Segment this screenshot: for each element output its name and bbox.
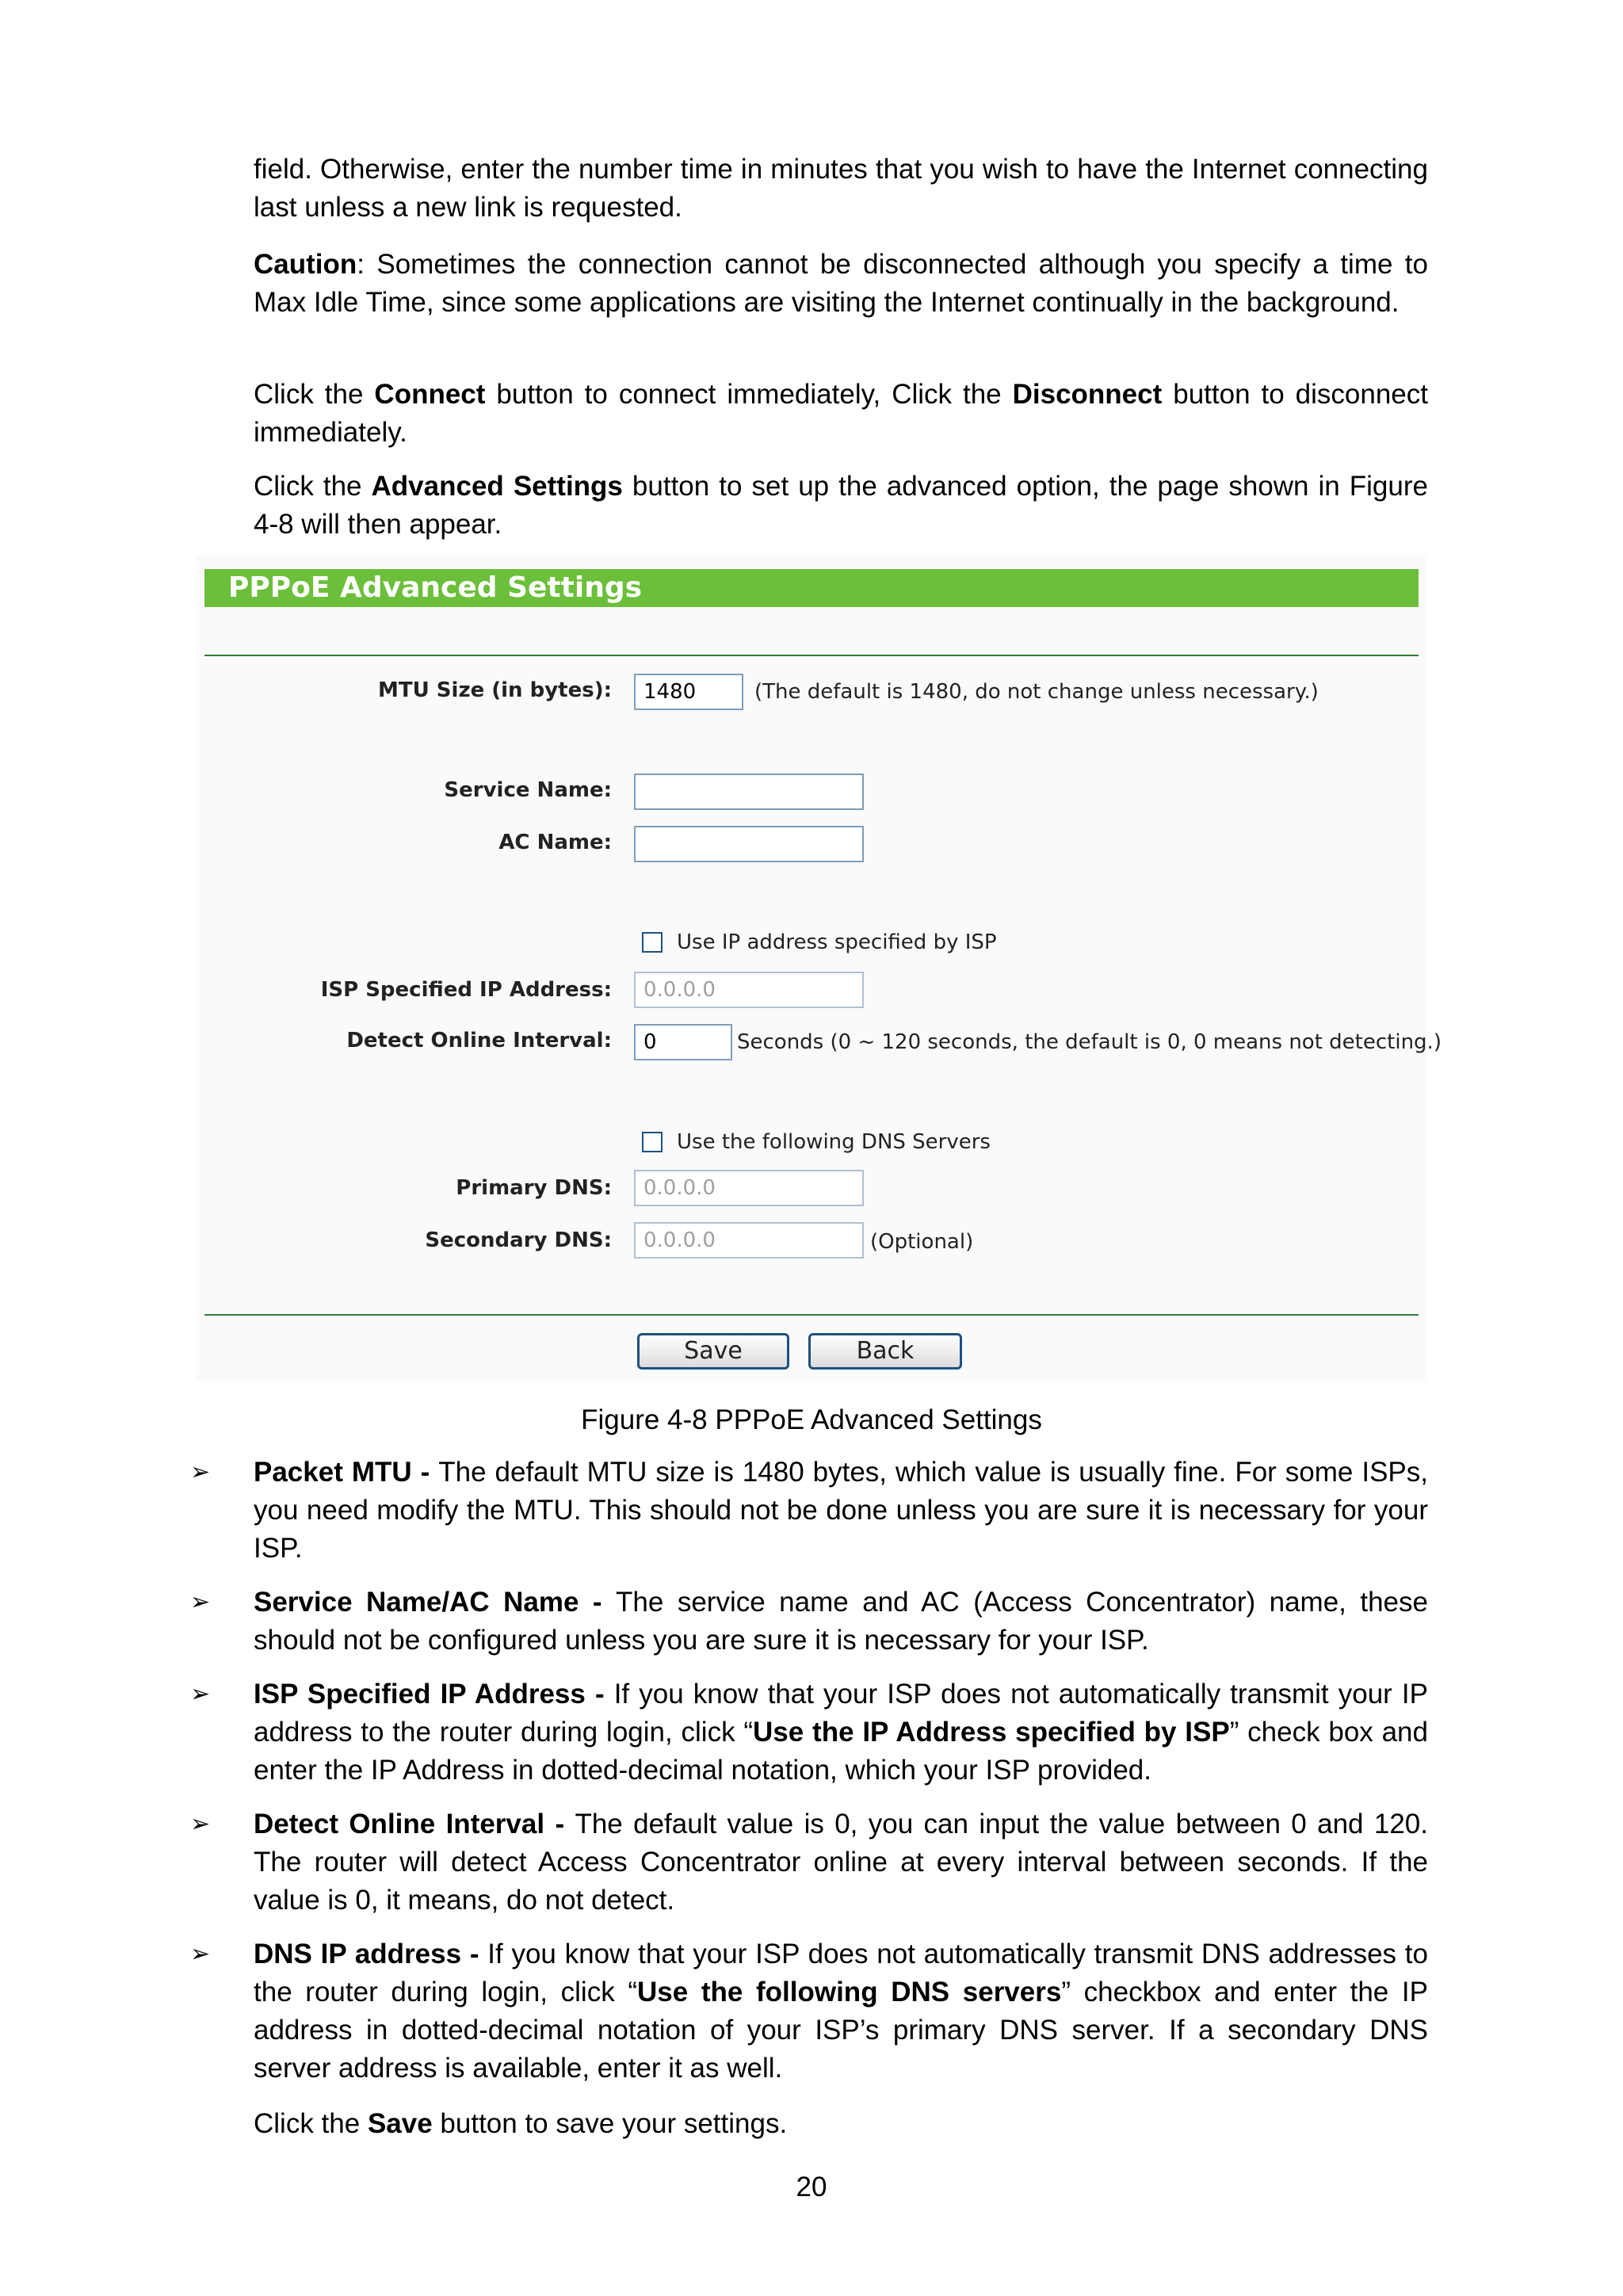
bullet-body: The default value is 0, you can input the value between 0 and 120. The router will detect Access Concentrator online at every interval between seconds. If the value is 0, it means, do not detect. <box>254 1809 1428 1916</box>
bullet-term: DNS IP address - <box>254 1939 488 1969</box>
ac-name-label: AC Name: <box>498 831 612 854</box>
bullet-strong: Use the following DNS servers <box>637 1977 1062 2008</box>
caution-label: Caution <box>254 249 357 280</box>
mtu-label: MTU Size (in bytes): <box>378 678 612 702</box>
advanced-text-a: Click the <box>254 471 372 502</box>
mtu-input[interactable] <box>634 674 743 710</box>
bullet-body-a: If you know that your ISP does not automatically transmit DNS addresses to the router during login, click “ <box>254 1939 1428 2008</box>
advanced-paragraph <box>254 468 1428 544</box>
bullet-text <box>254 1584 1428 1660</box>
bullet-strong: Use the IP Address specified by ISP <box>753 1717 1230 1748</box>
use-isp-ip-checkbox-label[interactable]: Use IP address specified by ISP <box>677 930 997 954</box>
connect-text-b: button to connect immediately, Click the <box>485 379 1013 410</box>
arrow-bullet-icon: ➢ <box>190 1588 211 1616</box>
caution-paragraph <box>254 246 1428 322</box>
caution-text: : Sometimes the connection cannot be disconnected although you specify a time to Max Idle Time, since some applications are visiting the Internet continually in the background. <box>254 249 1428 318</box>
isp-ip-value: 0.0.0.0 <box>643 978 716 1002</box>
settings-title: PPPoE Advanced Settings <box>228 571 643 604</box>
bullet-text <box>254 1675 1428 1790</box>
bullet-term: ISP Specified IP Address - <box>254 1679 614 1710</box>
advanced-settings-term: Advanced Settings <box>371 471 623 502</box>
mtu-hint: (The default is 1480, do not change unless necessary.) <box>754 680 1319 704</box>
back-button-label: Back <box>856 1337 915 1365</box>
bullet-text <box>254 1805 1428 1920</box>
secondary-dns-value: 0.0.0.0 <box>643 1228 716 1252</box>
service-name-label: Service Name: <box>444 778 612 802</box>
intro-text-1: field. Otherwise, enter the number time in minutes that you wish to have the Internet connecting last unless a new link is requested. <box>254 154 1428 223</box>
use-dns-checkbox-label[interactable]: Use the following DNS Servers <box>677 1130 991 1154</box>
arrow-bullet-icon: ➢ <box>190 1940 211 1968</box>
save-term: Save <box>367 2108 433 2139</box>
bullet-body-a: If you know that your ISP does not automatically transmit your IP address to the router during login, click “ <box>254 1679 1428 1748</box>
closing-text-b: button to save your settings. <box>432 2108 788 2139</box>
isp-ip-label: ISP Specified IP Address: <box>320 978 612 1002</box>
save-button-label: Save <box>684 1337 743 1365</box>
bullet-body-b: ” checkbox and enter the IP address in dotted-decimal notation of your ISP’s primary DNS server. If a secondary DNS server address is available, enter it as well. <box>254 1977 1428 2084</box>
pppoe-settings-screenshot <box>197 555 1442 1381</box>
bullet-body: The default MTU size is 1480 bytes, which value is usually fine. For some ISPs, you need modify the MTU. This should not be done unless you are sure it is necessary for your ISP. <box>254 1457 1429 1564</box>
secondary-dns-hint: (Optional) <box>870 1230 974 1254</box>
bullet-term: Service Name/AC Name - <box>254 1587 617 1618</box>
bullet-body-b: ” check box and enter the IP Address in dotted-decimal notation, which your ISP provided. <box>254 1717 1428 1786</box>
bullet-text <box>254 1454 1428 1568</box>
arrow-bullet-icon: ➢ <box>190 1810 211 1838</box>
ac-name-input[interactable] <box>634 826 864 862</box>
detect-interval-input[interactable] <box>634 1024 732 1060</box>
figure-caption: Figure 4-8 PPPoE Advanced Settings <box>581 1404 1042 1435</box>
connect-text-c: button to disconnect immediately. <box>254 379 1428 448</box>
connect-term: Connect <box>374 379 486 410</box>
primary-dns-label: Primary DNS: <box>456 1176 612 1200</box>
detect-interval-value: 0 <box>643 1030 657 1054</box>
closing-paragraph <box>254 2105 1428 2143</box>
save-button[interactable] <box>637 1333 789 1370</box>
disconnect-term: Disconnect <box>1012 379 1163 410</box>
secondary-dns-input[interactable] <box>634 1222 864 1259</box>
primary-dns-value: 0.0.0.0 <box>643 1176 716 1200</box>
page-number: 20 <box>796 2172 827 2202</box>
bullet-term: Packet MTU - <box>254 1457 439 1488</box>
back-button[interactable] <box>808 1333 962 1370</box>
bullet-term: Detect Online Interval - <box>254 1809 575 1839</box>
bottom-divider <box>204 1314 1419 1316</box>
isp-ip-input[interactable] <box>634 972 864 1008</box>
secondary-dns-label: Secondary DNS: <box>425 1228 612 1252</box>
settings-header-bar <box>204 569 1419 607</box>
advanced-text-b: button to set up the advanced option, the page shown in Figure 4-8 will then appear. <box>254 471 1428 540</box>
intro-paragraph-1 <box>254 151 1428 227</box>
mtu-value: 1480 <box>643 680 697 704</box>
use-isp-ip-checkbox[interactable] <box>642 932 663 953</box>
connect-text-a: Click the <box>254 379 375 410</box>
service-name-input[interactable] <box>634 774 864 810</box>
bullet-text <box>254 1935 1428 2088</box>
detect-interval-hint: Seconds (0 ~ 120 seconds, the default is 0, 0 means not detecting.) <box>737 1030 1442 1054</box>
detect-interval-label: Detect Online Interval: <box>346 1029 612 1052</box>
top-divider <box>204 655 1419 656</box>
arrow-bullet-icon: ➢ <box>190 1680 211 1708</box>
primary-dns-input[interactable] <box>634 1170 864 1206</box>
arrow-bullet-icon: ➢ <box>190 1458 211 1486</box>
use-dns-checkbox[interactable] <box>642 1132 663 1152</box>
closing-text-a: Click the <box>254 2108 368 2139</box>
connect-paragraph <box>254 376 1428 452</box>
bullet-body: The service name and AC (Access Concentrator) name, these should not be configured unless you are sure it is necessary for your ISP. <box>254 1587 1428 1656</box>
